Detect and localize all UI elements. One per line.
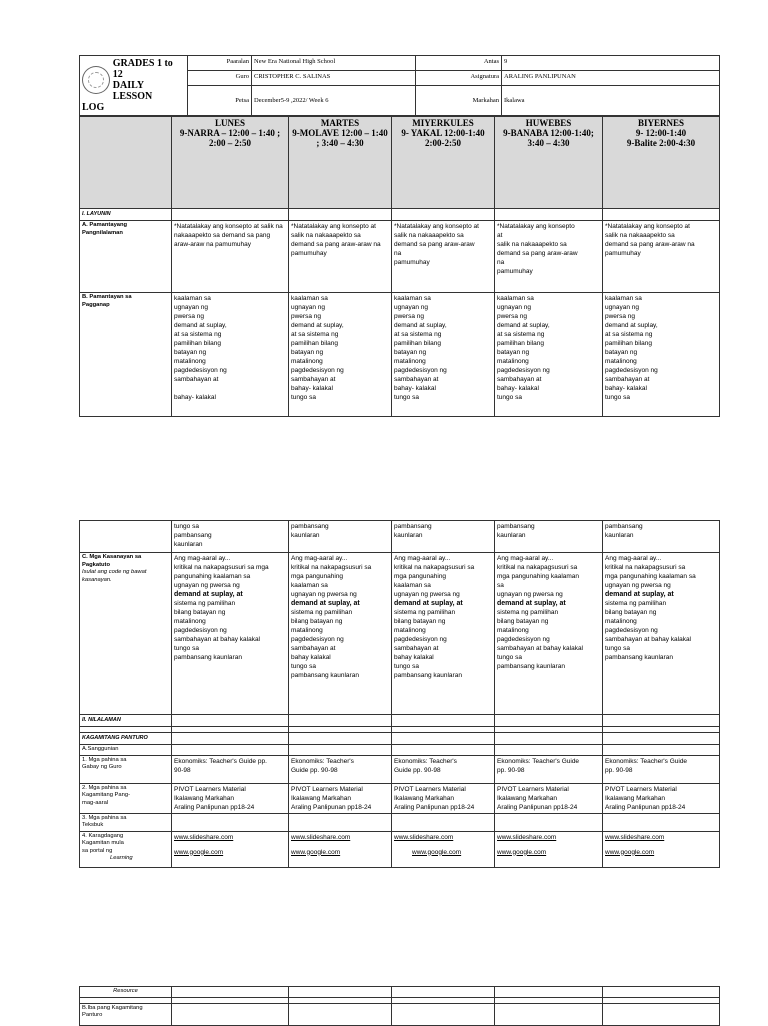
dll-page-1 xyxy=(79,55,719,417)
title-block xyxy=(80,56,188,116)
gabay-huwebes: Ekonomiks: Teacher's Guide pp. 90-98 xyxy=(495,755,603,783)
dll-main-table-2 xyxy=(79,520,720,868)
subject-value: ARALING PANLIPUNAN xyxy=(502,71,720,86)
gabay-label: 1. Mga pahina sa Gabay ng Guro xyxy=(80,755,172,783)
karagdagang-label-cell xyxy=(80,831,172,867)
kagamitan-label: KAGAMITANG PANTURO xyxy=(80,733,172,745)
day-huwebes: HUWEBES 9-BANABA 12:00-1:40; 3:40 – 4:30 xyxy=(495,117,603,209)
teacher-value: CRISTOPHER C. SALINAS xyxy=(252,71,416,86)
pamantayang-miyerkules: *Natatalakay ang konsepto at salik na nakaaapekto sa demand sa pang araw-araw na pamumuhay xyxy=(392,221,495,293)
continued-lunes: tungo sa pambansang kaunlaran xyxy=(172,521,289,553)
continued-biyernes: pambansang kaunlaran xyxy=(603,521,720,553)
pivot-martes: PIVOT Learners Material Ikalawang Markahan Araling Panlipunan pp18-24 xyxy=(289,783,392,813)
gabay-biyernes: Ekonomiks: Teacher's Guide pp. 90-98 xyxy=(603,755,720,783)
pagganap-label: B. Pamantayan sa Pagganap xyxy=(80,293,172,417)
pamantayang-biyernes: *Natatalakay ang konsepto at salik na nakaaapekto sa demand sa pang araw-araw na pamumuhay xyxy=(603,221,720,293)
google-link[interactable]: www.google.com xyxy=(412,848,462,856)
pamantayang-label: A. Pamantayang Pangnilalaman xyxy=(80,221,172,293)
slideshare-link[interactable]: www.slideshare.com xyxy=(394,833,454,841)
slideshare-link[interactable]: www.slideshare.com xyxy=(291,833,351,841)
gabay-miyerkules: Ekonomiks: Teacher's Guide pp. 90-98 xyxy=(392,755,495,783)
day-biyernes: BIYERNES 9- 12:00-1:40 9-Balite 2:00-4:30 xyxy=(603,117,720,209)
gabay-martes: Ekonomiks: Teacher's Guide pp. 90-98 xyxy=(289,755,392,783)
continued-miyerkules: pambansang kaunlaran xyxy=(392,521,495,553)
corner-cell xyxy=(80,117,172,209)
title-line-2: DAILY LESSON xyxy=(112,80,153,102)
dll-main-table-3 xyxy=(79,986,720,1026)
resource-label: Resource xyxy=(80,987,172,998)
dll-main-table-1 xyxy=(79,116,720,417)
links-biyernes xyxy=(603,831,720,867)
links-miyerkules xyxy=(392,831,495,867)
date-label: Petsa xyxy=(188,86,252,116)
pamantayang-lunes: *Natatalakay ang konsepto at salik na nakaaapekto sa demand sa pang araw-araw na pamumuhay xyxy=(172,221,289,293)
links-lunes xyxy=(172,831,289,867)
school-value: New Era National High School xyxy=(252,56,416,71)
date-value: December5-9 ,2022/ Week 6 xyxy=(252,86,416,116)
kasanayan-label: C. Mga Kasanayan sa Pagkatuto xyxy=(82,554,142,568)
continued-martes: pambansang kaunlaran xyxy=(289,521,392,553)
pivot-huwebes: PIVOT Learners Material Ikalawang Markahan Araling Panlipunan pp18-24 xyxy=(495,783,603,813)
day-martes: MARTES 9-MOLAVE 12:00 – 1:40 ; 3:40 – 4:30 xyxy=(289,117,392,209)
quarter-label: Markahan xyxy=(416,86,502,116)
google-link[interactable]: www.google.com xyxy=(605,848,655,856)
teksbuk-label: 3. Mga pahina sa Teksbuk xyxy=(80,813,172,831)
slideshare-link[interactable]: www.slideshare.com xyxy=(497,833,557,841)
kasanayan-note: Isulat ang code ng bawat kasanayan. xyxy=(82,569,147,583)
pamantayang-huwebes: *Natatalakay ang konsepto at salik na nakaaapekto sa demand sa pang araw-araw na pamumuhay xyxy=(495,221,603,293)
nilalaman-label: II. NILALAMAN xyxy=(80,715,172,727)
links-huwebes xyxy=(495,831,603,867)
deped-seal-icon xyxy=(82,66,110,94)
day-lunes: LUNES 9-NARRA – 12:00 – 1:40 ; 2:00 – 2:50 xyxy=(172,117,289,209)
gabay-lunes: Ekonomiks: Teacher's Guide pp. 90-98 xyxy=(172,755,289,783)
learning-label: Learning xyxy=(110,855,133,861)
continued-blank-label xyxy=(80,521,172,553)
pamantayang-martes: *Natatalakay ang konsepto at salik na nakaaapekto sa demand sa pang araw-araw na pamumuhay xyxy=(289,221,392,293)
continued-huwebes: pambansang kaunlaran xyxy=(495,521,603,553)
google-link[interactable]: www.google.com xyxy=(291,848,341,856)
dll-header-table xyxy=(79,55,720,116)
kasanayan-martes: Ang mag-aaral ay... kritikal na nakapagsusuri sa mga pangunahing kaalaman sa ugnayan ng pwersa ng demand at suplay, at sistema ng pamilihan bilang batayan ng matalinong pagdedesisyon ng sambahayan at bahay kalakal tungo sa pambansang kaunlaran xyxy=(289,553,392,715)
karagdagang-label: 4. Karagdagang Kagamitan mula sa portal ng xyxy=(82,832,124,854)
teacher-label: Guro xyxy=(188,71,252,86)
kagamitang-pang-mag-label: 2. Mga pahina sa Kagamitang Pang- mag-aaral xyxy=(80,783,172,813)
pagganap-biyernes: kaalaman sa ugnayan ng pwersa ng demand at suplay, at sa sistema ng pamilihan bilang batayan ng matalinong pagdedesisyon ng sambahayan at bahay- kalakal tungo sa xyxy=(603,293,720,417)
dll-page-3 xyxy=(79,986,719,1026)
kasanayan-lunes: Ang mag-aaral ay... kritikal na nakapagsusuri sa mga pangunahing kaalaman sa ugnayan ng pwersa ng demand at suplay, at sistema ng pamilihan bilang batayan ng matalinong pagdedesisyon ng sambahayan at bahay kalakal tungo sa pambansang kaunlaran xyxy=(172,553,289,715)
pagganap-martes: kaalaman sa ugnayan ng pwersa ng demand at suplay, at sa sistema ng pamilihan bilang batayan ng matalinong pagdedesisyon ng sambahayan at bahay- kalakal tungo sa xyxy=(289,293,392,417)
slideshare-link[interactable]: www.slideshare.com xyxy=(174,833,234,841)
google-link[interactable]: www.google.com xyxy=(174,848,224,856)
title-line-3: LOG xyxy=(82,102,105,113)
sanggunian-label: A.Sanggunian xyxy=(80,745,172,756)
kasanayan-miyerkules: Ang mag-aaral ay... kritikal na nakapagsusuri sa mga pangunahing kaalaman sa ugnayan ng pwersa ng demand at suplay, at sistema ng pamilihan bilang batayan ng matalinong pagdedesisyon ng sambahayan at bahay kalakal tungo sa pambansang kaunlaran xyxy=(392,553,495,715)
pivot-miyerkules: PIVOT Learners Material Ikalawang Markahan Araling Panlipunan pp18-24 xyxy=(392,783,495,813)
kasanayan-huwebes: Ang mag-aaral ay... kritikal na nakapagsusuri sa mga pangunahing kaalaman sa ugnayan ng pwersa ng demand at suplay, at sistema ng pamilihan bilang batayan ng matalinong pagdedesisyon ng sambahayan at bahay kalakal tungo sa pambansang kaunlaran xyxy=(495,553,603,715)
links-martes xyxy=(289,831,392,867)
subject-label: Asignatura xyxy=(416,71,502,86)
pivot-lunes: PIVOT Learners Material Ikalawang Markahan Araling Panlipunan pp18-24 xyxy=(172,783,289,813)
title-line-1: GRADES 1 to 12 xyxy=(112,58,173,80)
pagganap-huwebes: kaalaman sa ugnayan ng pwersa ng demand at suplay, at sa sistema ng pamilihan bilang batayan ng matalinong pagdedesisyon ng sambahayan at bahay- kalakal tungo sa xyxy=(495,293,603,417)
grade-value: 9 xyxy=(502,56,720,71)
layunin-label: I. LAYUNIN xyxy=(80,209,172,221)
day-miyerkules: MIYERKULES 9- YAKAL 12:00-1:40 2:00-2:50 xyxy=(392,117,495,209)
pivot-biyernes: PIVOT Learners Material Ikalawang Markahan Araling Panlipunan pp18-24 xyxy=(603,783,720,813)
google-link[interactable]: www.google.com xyxy=(497,848,547,856)
dll-page-2 xyxy=(79,520,719,868)
slideshare-link[interactable]: www.slideshare.com xyxy=(605,833,665,841)
pagganap-miyerkules: kaalaman sa ugnayan ng pwersa ng demand at suplay, at sa sistema ng pamilihan bilang batayan ng matalinong pagdedesisyon ng sambahayan at bahay- kalakal tungo sa xyxy=(392,293,495,417)
kasanayan-label-cell xyxy=(80,553,172,715)
school-label: Paaralan xyxy=(188,56,252,71)
grade-label: Antas xyxy=(416,56,502,71)
pagganap-lunes: kaalaman sa ugnayan ng pwersa ng demand at suplay, at sa sistema ng pamilihan bilang batayan ng matalinong pagdedesisyon ng sambahayan at bahay- kalakal xyxy=(172,293,289,417)
quarter-value: Ikalawa xyxy=(502,86,720,116)
iba-pang-label: B.Iba pang Kagamitang Panturo xyxy=(80,1003,172,1025)
kasanayan-biyernes: Ang mag-aaral ay... kritikal na nakapagsusuri sa mga pangunahing kaalaman sa ugnayan ng pwersa ng demand at suplay, at sistema ng pamilihan bilang batayan ng matalinong pagdedesisyon ng sambahayan at bahay kalakal tungo sa pambansang kaunlaran xyxy=(603,553,720,715)
